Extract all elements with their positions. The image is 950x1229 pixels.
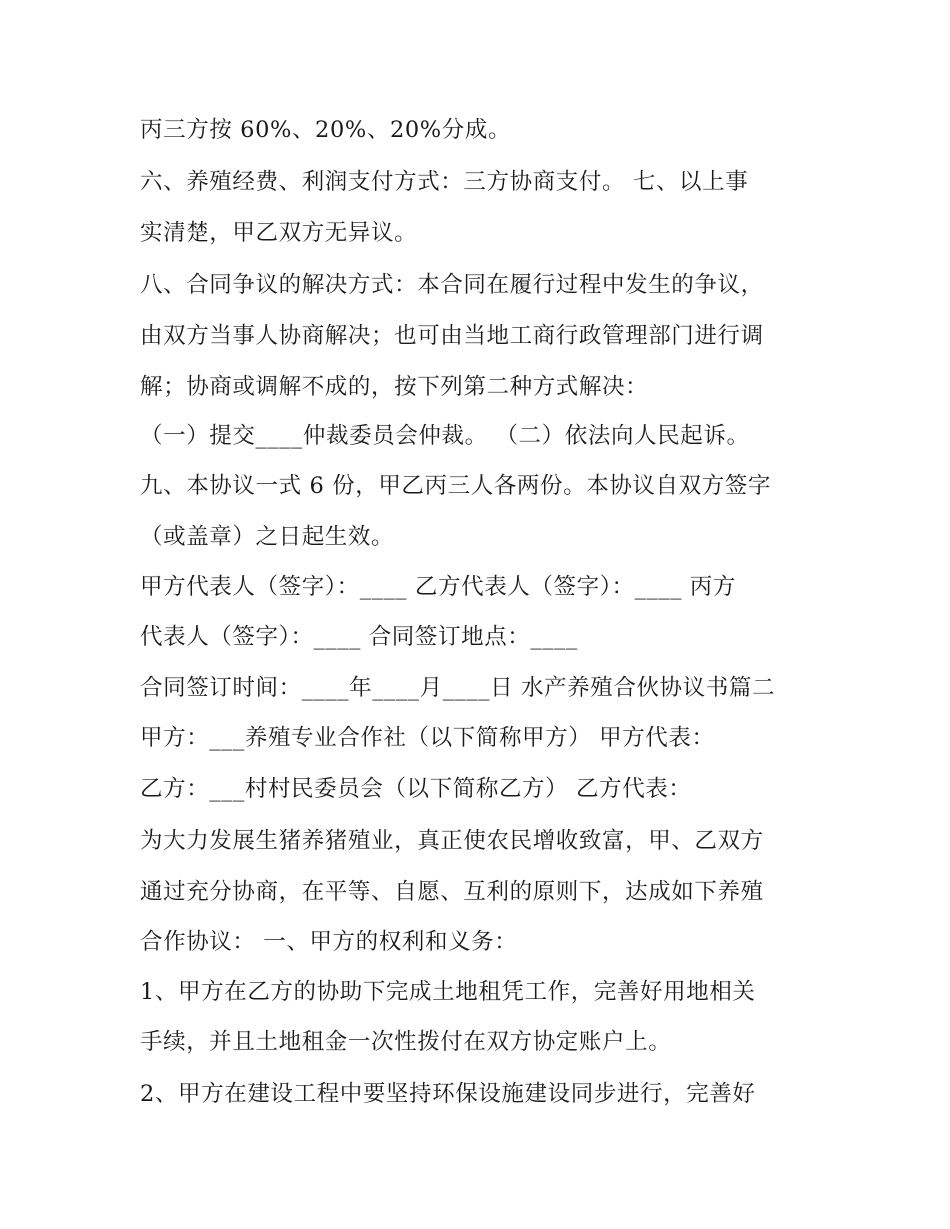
text-line: 甲方：___养殖专业合作社（以下简称甲方） 甲方代表： [140, 725, 715, 751]
text-line: 甲方代表人（签字）：____ 乙方代表人（签字）：____ 丙方 [140, 574, 737, 600]
text-line: 合同签订时间：____年____月____日 水产养殖合伙协议书篇二 [140, 675, 776, 701]
text-line: 八、合同争议的解决方式：本合同在履行过程中发生的争议， [140, 272, 764, 298]
text-line: 由双方当事人协商解决；也可由当地工商行政管理部门进行调 [140, 323, 764, 349]
text-line: 丙三方按 60%、20%、20%分成。 [140, 117, 512, 143]
text-line: （一）提交____仲裁委员会仲裁。 （二）依法向人民起诉。 [140, 423, 750, 449]
text-line: 通过充分协商，在平等、自愿、互利的原则下，达成如下养殖 [140, 879, 764, 905]
text-line: 手续，并且土地租金一次性拨付在双方协定账户上。 [140, 1029, 672, 1055]
text-line: 代表人（签字）：____ 合同签订地点：____ [140, 624, 578, 650]
text-line: 合作协议： 一、甲方的权利和义务： [140, 929, 518, 955]
text-line: 解；协商或调解不成的，按下列第二种方式解决： [140, 374, 649, 400]
text-line: 九、本协议一式 6 份，甲乙丙三人各两份。本协议自双方签字 [140, 473, 772, 499]
text-line: （或盖章）之日起生效。 [140, 524, 395, 550]
text-line: 六、养殖经费、利润支付方式：三方协商支付。 七、以上事 [140, 169, 749, 195]
text-line: 1、甲方在乙方的协助下完成土地租凭工作，完善好用地相关 [140, 979, 756, 1005]
text-line: 实清楚，甲乙双方无异议。 [140, 220, 418, 246]
text-line: 乙方：___村村民委员会（以下简称乙方） 乙方代表： [140, 776, 692, 802]
text-line: 2、甲方在建设工程中要坚持环保设施建设同步进行，完善好 [140, 1081, 756, 1107]
text-line: 为大力发展生猪养猪殖业，真正使农民增收致富，甲、乙双方 [140, 828, 764, 854]
